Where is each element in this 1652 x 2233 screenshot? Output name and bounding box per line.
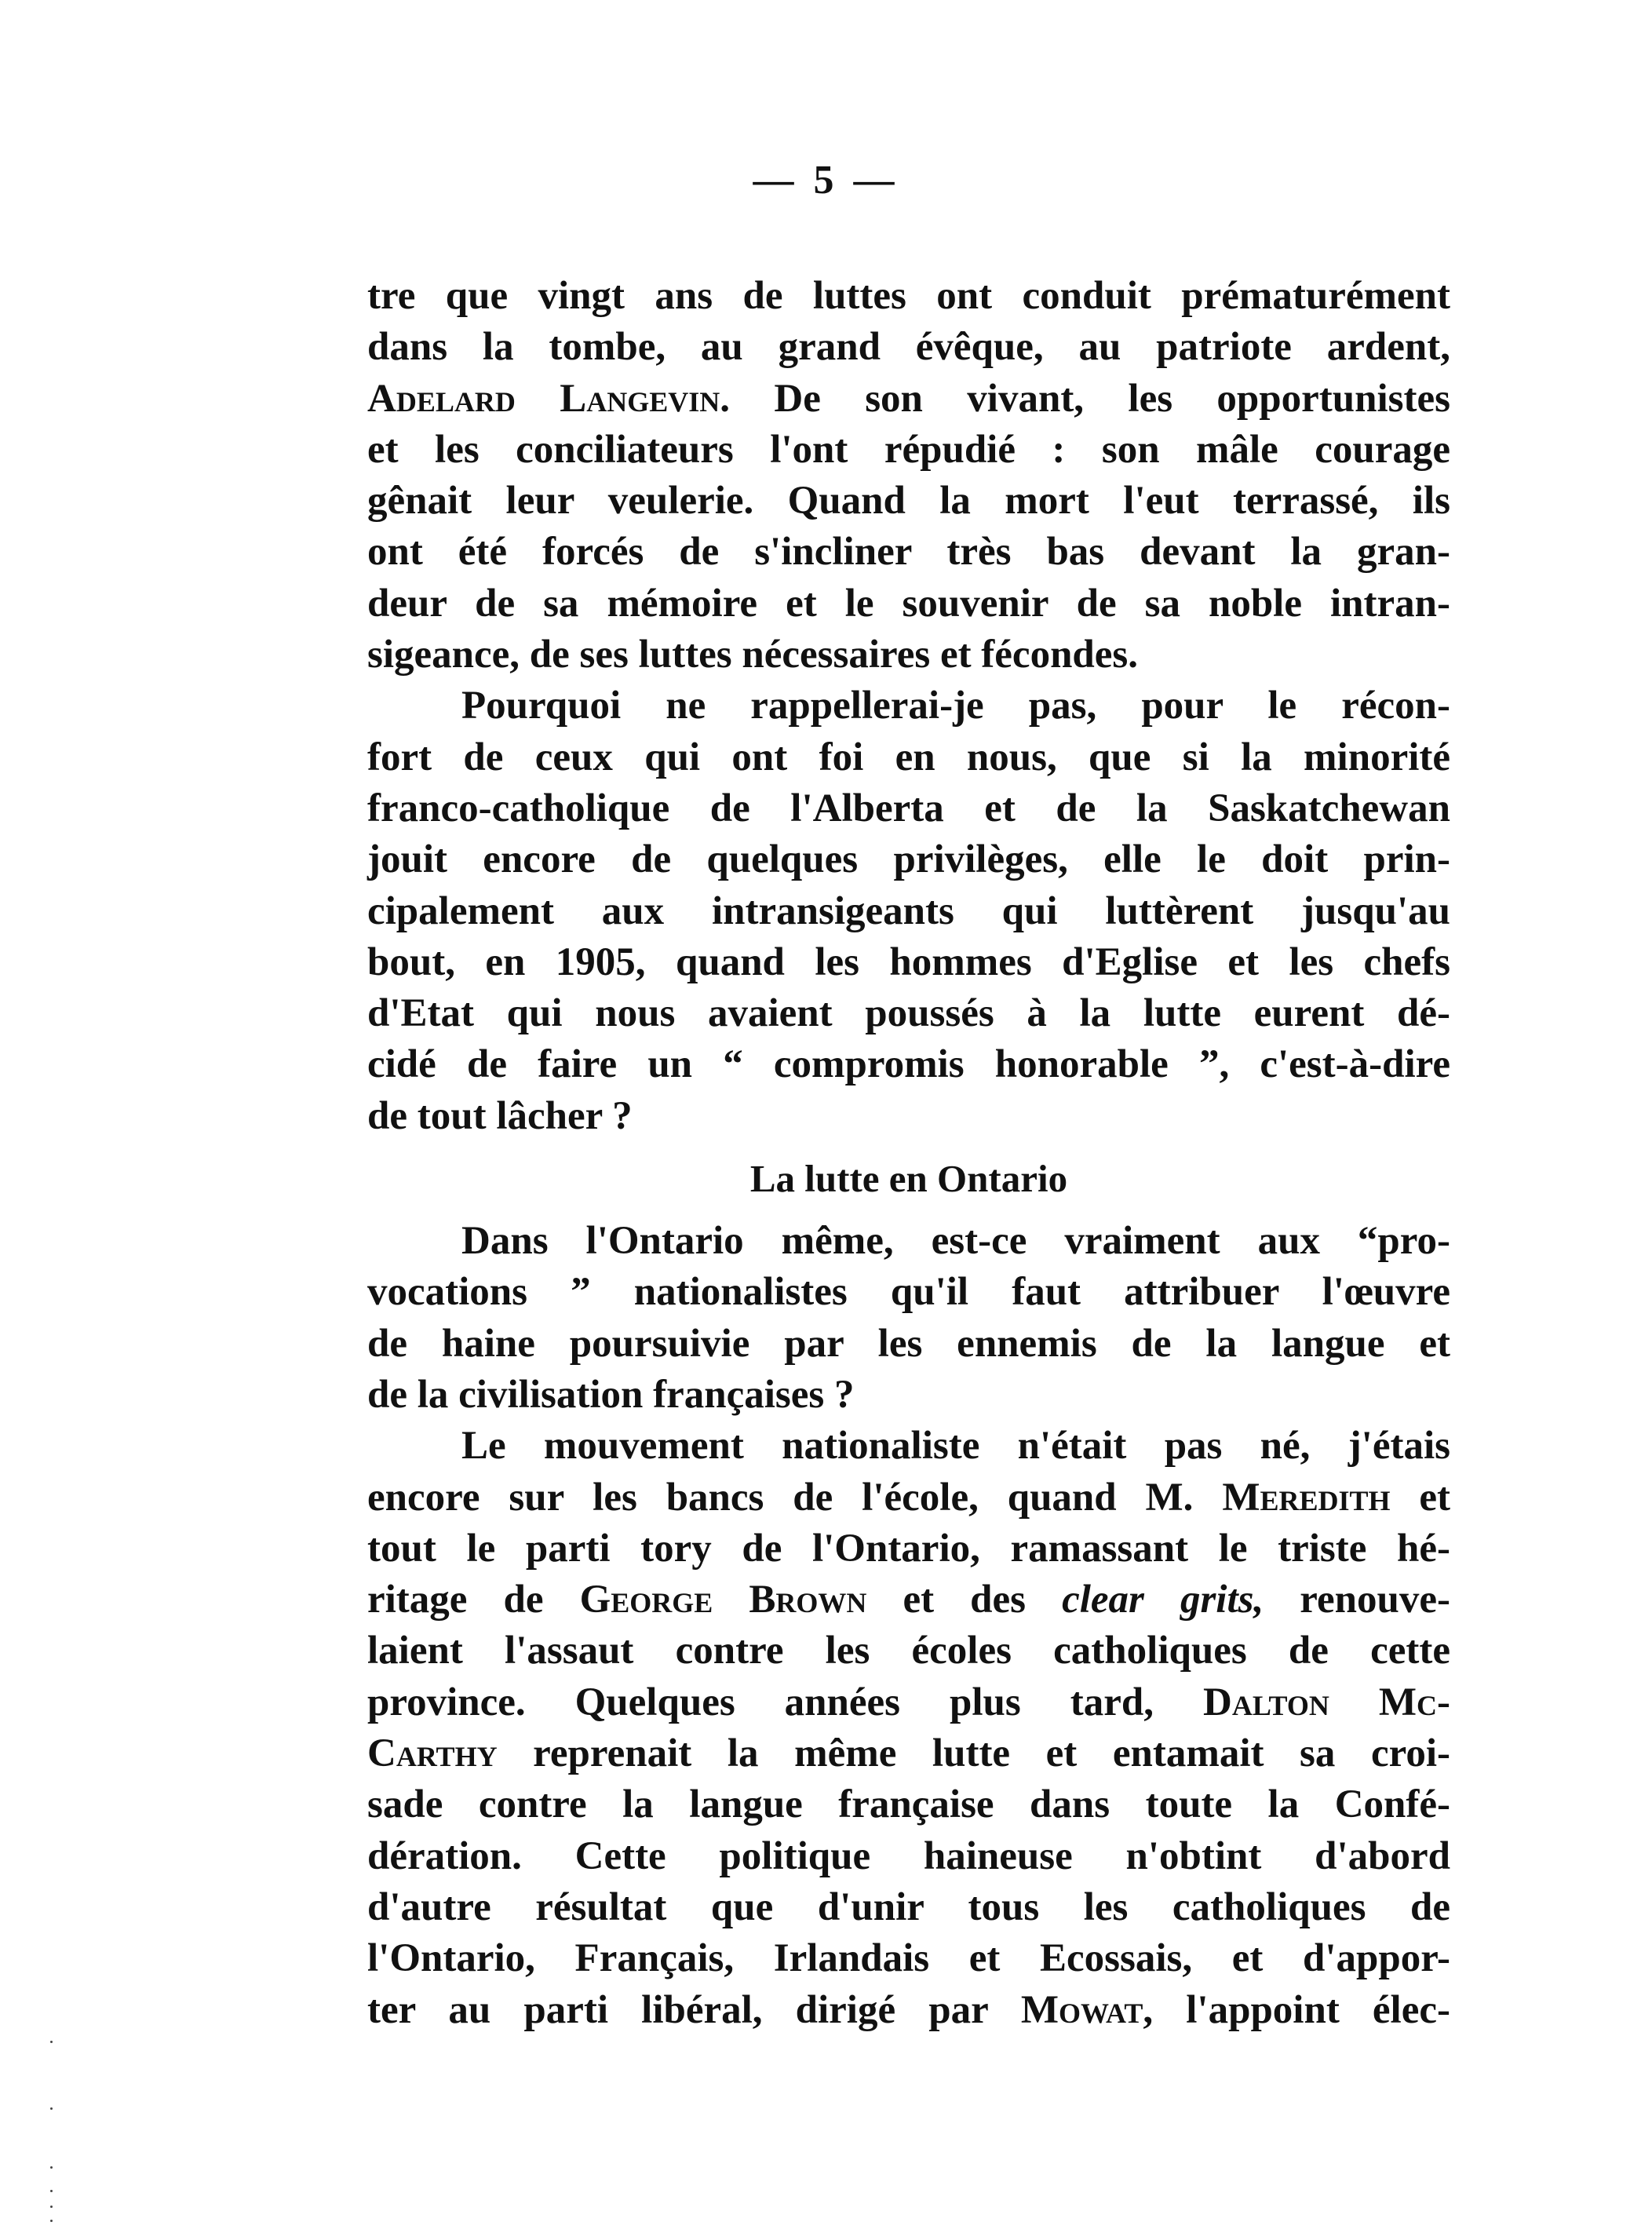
text-line: ont été forcés de s'incliner très bas devant la gran- bbox=[367, 530, 1450, 575]
text-line: gênait leur veulerie. Quand la mort l'eut terrassé, ils bbox=[367, 479, 1450, 524]
text-line: sade contre la langue française dans toute la Confé- bbox=[367, 1782, 1450, 1827]
text-line: fort de ceux qui ont foi en nous, que si la minorité bbox=[367, 735, 1450, 779]
text-line: de la civilisation françaises ? bbox=[367, 1372, 855, 1417]
text-fragment: reprenait la même lutte et entamait sa croi- bbox=[497, 1731, 1450, 1776]
paragraph-2 bbox=[367, 680, 1450, 1142]
paragraph-3 bbox=[367, 1216, 1450, 1421]
text-line: dans la tombe, au grand évêque, au patriote ardent, bbox=[367, 325, 1450, 370]
text-fragment: , l'appoint élec- bbox=[1143, 1987, 1450, 2032]
scan-dot bbox=[50, 2220, 53, 2222]
scan-dot bbox=[50, 2206, 53, 2208]
scan-dot bbox=[50, 2041, 53, 2043]
person-name: Meredith bbox=[1222, 1475, 1391, 1520]
text-line: bout, en 1905, quand les hommes d'Eglise et les chefs bbox=[367, 940, 1450, 984]
paragraph-4 bbox=[367, 1421, 1450, 2036]
text-line bbox=[367, 1472, 1450, 1523]
text-line: Pourquoi ne rappellerai-je pas, pour le récon- bbox=[461, 684, 1450, 728]
text-line: laient l'assaut contre les écoles catholiques de cette bbox=[367, 1629, 1450, 1673]
text-line: d'Etat qui nous avaient poussés à la lutte eurent dé- bbox=[367, 991, 1450, 1036]
person-name: Dalton Mc- bbox=[1202, 1680, 1450, 1724]
person-name: George Brown bbox=[579, 1578, 867, 1622]
text-fragment: et des bbox=[866, 1578, 1063, 1622]
text-line bbox=[367, 374, 1450, 425]
scan-dot bbox=[50, 2190, 53, 2192]
person-name: Adelard Langevin. bbox=[367, 376, 730, 421]
scan-dot bbox=[50, 2107, 53, 2110]
page-number: — 5 — bbox=[753, 158, 899, 203]
text-fragment: renouve- bbox=[1264, 1578, 1451, 1622]
text-line bbox=[367, 1985, 1450, 2036]
text-line: Dans l'Ontario même, est-ce vraiment aux “pro- bbox=[461, 1219, 1450, 1264]
text-line: Le mouvement nationaliste n'était pas né, j'étais bbox=[461, 1424, 1450, 1469]
text-line bbox=[367, 1728, 1450, 1779]
text-line: et les conciliateurs l'ont répudié : son mâle courage bbox=[367, 427, 1450, 472]
text-line: franco-catholique de l'Alberta et de la Saskatchewan bbox=[367, 786, 1450, 830]
body-text bbox=[367, 271, 1450, 2036]
text-fragment: encore sur les bancs de l'école, quand M. bbox=[367, 1475, 1223, 1520]
text-fragment: ter au parti libéral, dirigé par bbox=[367, 1987, 1021, 2032]
text-line: tre que vingt ans de luttes ont conduit prématurément bbox=[367, 274, 1450, 318]
margin-scan-marks bbox=[50, 2041, 55, 2233]
text-line: l'Ontario, Français, Irlandais et Ecossais, et d'appor- bbox=[367, 1936, 1450, 1981]
text-fragment: ritage de bbox=[367, 1578, 580, 1622]
person-name: Carthy bbox=[367, 1731, 498, 1776]
text-line: de haine poursuivie par les ennemis de la langue et bbox=[367, 1321, 1450, 1366]
text-fragment: province. Quelques années plus tard, bbox=[367, 1680, 1203, 1724]
text-line: d'autre résultat que d'unir tous les catholiques de bbox=[367, 1885, 1450, 1929]
section-heading: La lutte en Ontario bbox=[749, 1157, 1068, 1201]
text-fragment: et bbox=[1390, 1475, 1450, 1520]
text-line bbox=[367, 1677, 1450, 1728]
italic-term: clear grits, bbox=[1062, 1578, 1264, 1622]
text-fragment: De son vivant, les opportunistes bbox=[730, 376, 1450, 421]
text-line: vocations ” nationalistes qu'il faut attribuer l'œuvre bbox=[367, 1270, 1450, 1315]
text-line: cipalement aux intransigeants qui luttèrent jusqu'au bbox=[367, 888, 1450, 933]
paragraph-1 bbox=[367, 271, 1450, 680]
text-line: sigeance, de ses luttes nécessaires et fécondes. bbox=[367, 633, 1139, 677]
text-line bbox=[367, 1574, 1450, 1625]
text-line: dération. Cette politique haineuse n'obtint d'abord bbox=[367, 1833, 1450, 1878]
scan-dot bbox=[50, 2166, 53, 2169]
text-line: de tout lâcher ? bbox=[367, 1093, 633, 1138]
text-line: cidé de faire un “ compromis honorable ”, c'est-à-dire bbox=[367, 1042, 1450, 1087]
person-name: Mowat bbox=[1020, 1987, 1143, 2032]
text-line: deur de sa mémoire et le souvenir de sa noble intran- bbox=[367, 581, 1450, 626]
text-line: jouit encore de quelques privilèges, elle le doit prin- bbox=[367, 837, 1450, 882]
text-line: tout le parti tory de l'Ontario, ramassant le triste hé- bbox=[367, 1526, 1450, 1571]
